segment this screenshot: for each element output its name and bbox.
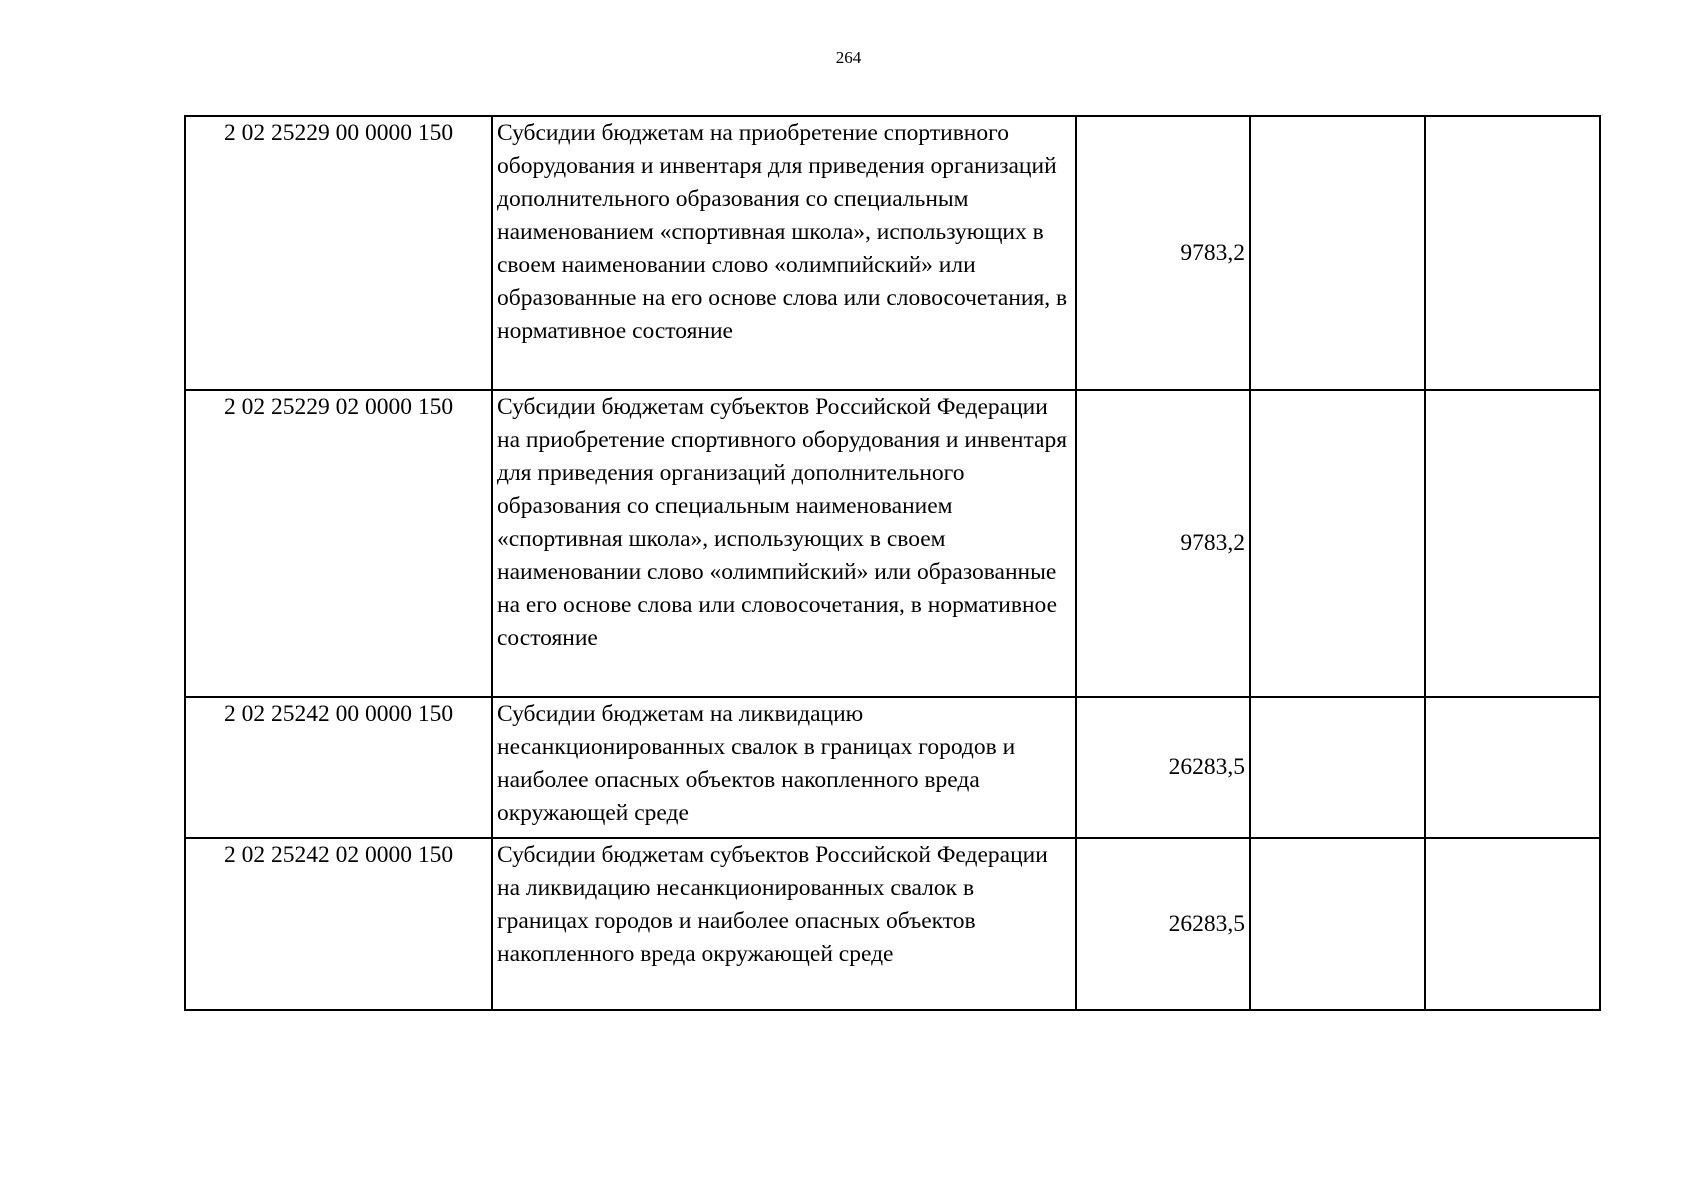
row-col4 (1250, 390, 1425, 697)
row-name: Субсидии бюджетам на ликвидацию несанкционированных свалок в границах городов и наиболее опасных объектов накопленного вреда окружающей среде (492, 697, 1076, 838)
table-row (185, 838, 1600, 1010)
row-col5 (1425, 116, 1600, 390)
row-col4 (1250, 838, 1425, 1010)
page-number: 264 (835, 48, 862, 67)
row-code: 2 02 25242 00 0000 150 (185, 697, 492, 838)
row-name: Субсидии бюджетам субъектов Российской Федерации на приобретение спортивного оборудования и инвентаря для приведения организаций дополнительного образования со специальным наименованием «спортивная школа», использующих в своем наименовании слово «олимпийский» или образованные на его основе слова или словосочетания, в нормативное состояние (492, 390, 1076, 697)
row-code: 2 02 25229 00 0000 150 (185, 116, 492, 390)
row-amount: 26283,5 (1076, 838, 1250, 1010)
row-col4 (1250, 697, 1425, 838)
table-row (185, 116, 1600, 390)
table-row (185, 697, 1600, 838)
row-code: 2 02 25229 02 0000 150 (185, 390, 492, 697)
row-name: Субсидии бюджетам субъектов Российской Федерации на ликвидацию несанкционированных свалок в границах городов и наиболее опасных объектов накопленного вреда окружающей среде (492, 838, 1076, 1010)
row-col4 (1250, 116, 1425, 390)
row-amount: 9783,2 (1076, 390, 1250, 697)
row-amount: 26283,5 (1076, 697, 1250, 838)
table-row (185, 390, 1600, 697)
row-col5 (1425, 697, 1600, 838)
row-name: Субсидии бюджетам на приобретение спортивного оборудования и инвентаря для приведения организаций дополнительного образования со специальным наименованием «спортивная школа», использующих в своем наименовании слово «олимпийский» или образованные на его основе слова или словосочетания, в нормативное состояние (492, 116, 1076, 390)
row-amount: 9783,2 (1076, 116, 1250, 390)
row-col5 (1425, 838, 1600, 1010)
budget-table (184, 115, 1601, 1011)
row-col5 (1425, 390, 1600, 697)
row-code: 2 02 25242 02 0000 150 (185, 838, 492, 1010)
